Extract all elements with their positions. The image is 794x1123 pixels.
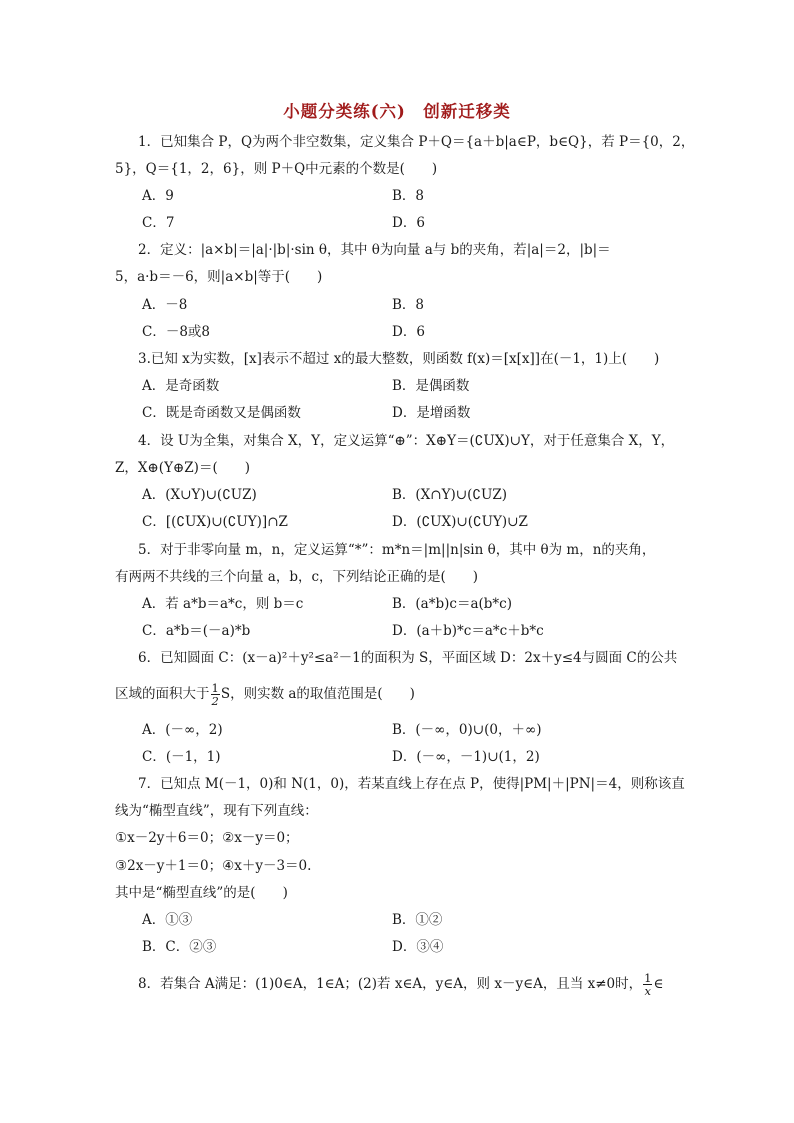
question-4-option-a: A．(X∪Y)∪(∁UZ) — [142, 487, 257, 503]
question-5-option-b: B．(a*b)c＝a(b*c) — [392, 596, 512, 612]
question-3-text: 3.已知 x为实数，[x]表示不超过 x的最大整数，则函数 f(x)＝[x[x]]在(－1，1)上( ) — [138, 351, 660, 367]
question-2-text-cont: 5，a·b＝－6，则|a×b|等于( ) — [115, 269, 323, 285]
question-2-option-a: A．－8 — [142, 297, 188, 313]
question-6-option-b: B．(－∞，0)∪(0，＋∞) — [392, 722, 542, 738]
question-6-text: 6．已知圆面 C：(x－a)²＋y²≤a²－1的面积为 S，平面区域 D：2x＋y≤4与圆面 C的公共 — [138, 650, 678, 666]
question-1-option-a: A．9 — [142, 188, 174, 204]
question-3-option-b: B．是偶函数 — [392, 378, 470, 394]
fraction-numerator: 1 — [211, 681, 219, 695]
question-1-option-d: D．6 — [392, 215, 425, 231]
question-1-text-cont: 5}，Q＝{1，2，6}，则 P＋Q中元素的个数是( ) — [115, 161, 438, 177]
question-4-option-c: C．[(∁UX)∪(∁UY)]∩Z — [142, 514, 288, 530]
question-3-option-d: D．是增函数 — [392, 405, 471, 421]
fraction-denominator: 2 — [211, 694, 219, 708]
question-6-text-prefix: 区域的面积大于 — [115, 686, 210, 702]
question-6-option-a: A．(－∞，2) — [142, 722, 223, 738]
question-4-option-b: B．(X∩Y)∪(∁UZ) — [392, 487, 507, 503]
question-7-option-c: B．C．②③ — [142, 939, 217, 955]
question-7-option-a: A．①③ — [142, 912, 193, 928]
question-4-option-d: D．(∁UX)∪(∁UY)∪Z — [392, 514, 528, 530]
question-2-option-c: C．－8或8 — [142, 324, 211, 340]
question-6-text-suffix: S，则实数 a的取值范围是( ) — [220, 686, 415, 702]
question-5-option-c: C．a*b＝(－a)*b — [142, 623, 251, 639]
question-5-option-d: D．(a＋b)*c＝a*c＋b*c — [392, 623, 544, 639]
question-5-text-cont: 有两两不共线的三个向量 a，b，c，下列结论正确的是( ) — [115, 569, 479, 585]
question-7-option-d: D．③④ — [392, 939, 444, 955]
question-7-option-b: B．①② — [392, 912, 443, 928]
question-5-text: 5．对于非零向量 m，n，定义运算“*”：m*n＝|m||n|sin θ，其中 θ为 m，n的夹角， — [138, 542, 656, 558]
question-8-text-main: 8．若集合 A满足：(1)0∈A，1∈A；(2)若 x∈A，y∈A，则 x－y∈A，且当 x≠0时， — [138, 976, 643, 992]
question-8-text — [138, 970, 663, 998]
question-6-text-cont — [115, 680, 415, 708]
question-2-text: 2．定义：|a×b|＝|a|·|b|·sin θ，其中 θ为向量 a与 b的夹角，若|a|＝2，|b|＝ — [138, 242, 611, 258]
page-title: 小题分类练(六) 创新迁移类 — [283, 102, 511, 121]
question-7-prompt: 其中是“椭型直线”的是( ) — [115, 885, 288, 901]
question-6-option-d: D．(－∞，－1)∪(1，2) — [392, 749, 540, 765]
question-1-option-c: C．7 — [142, 215, 175, 231]
question-5-option-a: A．若 a*b＝a*c，则 b＝c — [142, 596, 304, 612]
question-1-text: 1．已知集合 P，Q为两个非空数集，定义集合 P＋Q＝{a＋b|a∈P，b∈Q}，若 P＝{0，2， — [138, 134, 695, 150]
question-3-option-c: C．既是奇函数又是偶函数 — [142, 405, 301, 421]
fraction-denominator: x — [644, 984, 652, 998]
reciprocal-fraction — [643, 972, 652, 997]
question-7-lines-3-4: ③2x－y＋1＝0；④x＋y－3＝0. — [115, 858, 312, 874]
question-7-text: 7．已知点 M(－1，0)和 N(1，0)，若某直线上存在点 P，使得|PM|＋|PN|＝4，则称该直 — [138, 776, 685, 792]
question-7-lines-1-2: ①x－2y＋6＝0；②x－y＝0； — [115, 830, 299, 846]
question-4-text: 4．设 U为全集，对集合 X，Y，定义运算“⊕”：X⊕Y＝(∁UX)∪Y，对于任意集合 X，Y， — [138, 433, 675, 449]
question-7-text-cont: 线为“椭型直线”，现有下列直线： — [115, 803, 318, 819]
question-3-option-a: A．是奇函数 — [142, 378, 220, 394]
question-6-option-c: C．(－1，1) — [142, 749, 221, 765]
question-2-option-d: D．6 — [392, 324, 425, 340]
question-1-option-b: B．8 — [392, 188, 425, 204]
fraction-numerator: 1 — [644, 971, 652, 985]
question-2-option-b: B．8 — [392, 297, 425, 313]
half-fraction — [211, 682, 220, 707]
question-8-text-tail: ∈ — [653, 976, 664, 992]
question-4-text-cont: Z，X⊕(Y⊕Z)＝( ) — [115, 460, 250, 476]
